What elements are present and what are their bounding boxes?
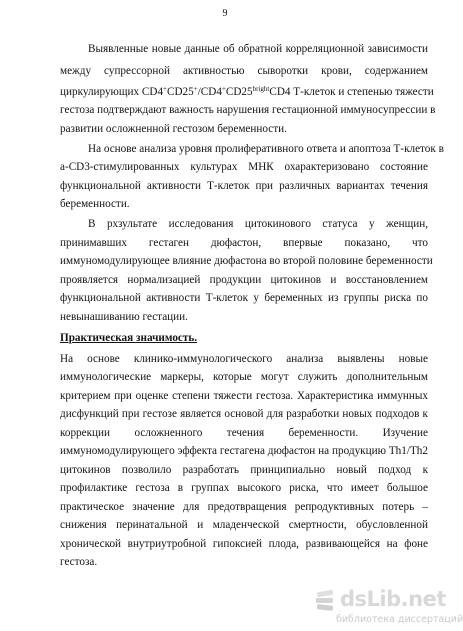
text-line: иммуномодулирующее влияние дюфастона во второй половине беременности: [60, 255, 433, 267]
text-line: гестоза подтверждают важность нарушения гестационной иммуносупрессии в: [60, 104, 436, 116]
book-stack-icon: [312, 588, 338, 614]
text-line: невынашиванию гестации.: [60, 311, 188, 323]
text-line: дисфункций при гестозе является основой для разработки новых подходов к: [60, 408, 428, 420]
section-heading: Практическая значимость.: [60, 332, 198, 344]
watermark-tagline: библиотека диссертаций: [336, 614, 463, 625]
text-line: иммунологические маркеры, которые могут служить дополнительным: [60, 371, 428, 383]
text-line: функциональной активности Т-клеток при различных вариантах течения: [60, 180, 428, 192]
text-line: цитокинов позволило разработать принципиально новый подход к: [60, 464, 428, 476]
text-line: хронической внутриутробной гипоксией плода, развивающейся на фоне: [60, 538, 428, 550]
text-line: критерием при оценке степени тяжести гестоза. Характеристика иммунных: [60, 390, 428, 402]
text-line: Выявленные новые данные об обратной корреляционной зависимости: [88, 43, 428, 55]
text-line: принимавших гестаген дюфастон, впервые показано, что: [60, 237, 428, 249]
text-line: развитии осложненной гестозом беременности.: [60, 123, 287, 135]
watermark-name: dsLib.net: [340, 587, 446, 611]
text-line: На основе анализа уровня пролиферативного ответа и апоптоза Т-клеток в: [88, 143, 444, 155]
text-line: проявляется нормализацией продукции цитокинов и восстановлением: [60, 274, 428, 286]
text-line: В рхзультате исследования цитокинового статуса у женщин,: [88, 218, 428, 230]
text-line: гестоза.: [60, 556, 98, 568]
text-line: коррекции осложненного течения беременности. Изучение: [60, 427, 428, 439]
text-line: практическое значение для предотвращения репродуктивных потерь –: [60, 501, 428, 513]
text-line: снижения перинатальной и младенческой смертности, обусловленной: [60, 519, 428, 531]
text-line: беременности.: [60, 198, 130, 210]
text-line: иммуномодулирующего эффекта гестагена дюфастон на продукцию Th1/Th2: [60, 445, 428, 457]
page-number: 9: [222, 8, 228, 19]
text-line: а-CD3-стимулированных культурах МНК охарактеризовано состояние: [60, 161, 428, 173]
text-line: между супрессорной активностью сыворотки крови, содержанием: [60, 65, 428, 77]
text-line: На основе клинико-иммунологического анализа выявлены новые: [60, 353, 428, 365]
text-line: функциональной активности Т-клеток у беременных из группы риска по: [60, 292, 428, 304]
dslib-watermark: [312, 586, 463, 626]
text-line: профилактике гестоза в группах высокого риска, что имеет большое: [60, 482, 428, 494]
text-line-cell-markers: циркулирующих $CD4^+CD25^+/CD4^+CD25^{bright}CD4$ Т-клеток и степенью тяжести: [60, 85, 434, 98]
